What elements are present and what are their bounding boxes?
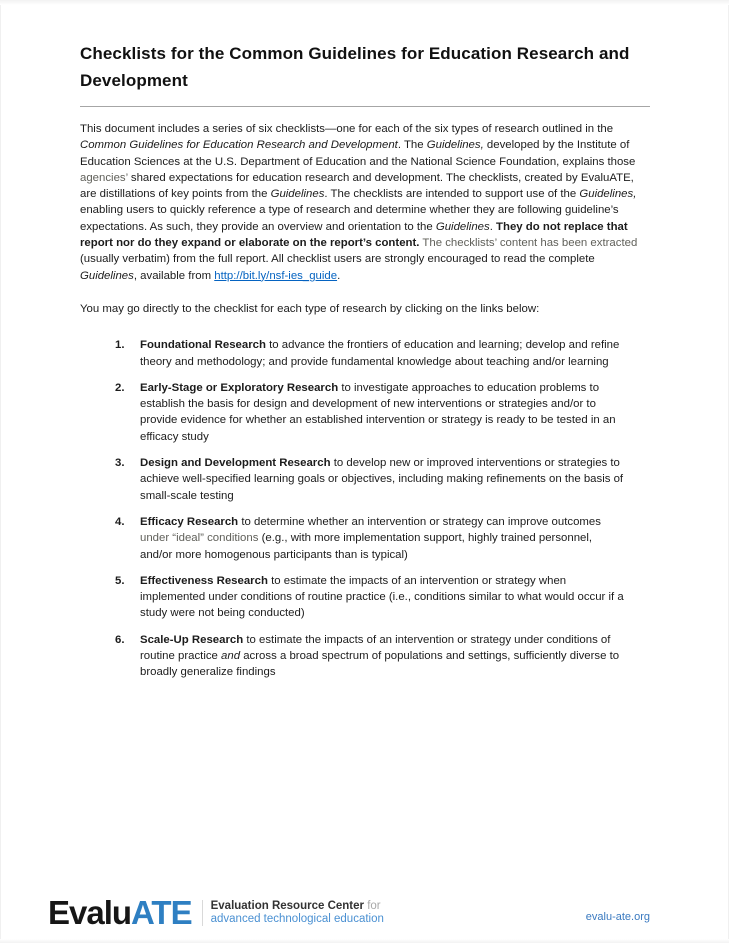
text-segment: Common Guidelines for Education Research and Development: [80, 139, 398, 152]
page-title: Checklists for the Common Guidelines for Education Research and Development: [80, 44, 630, 90]
list-number: 5.: [115, 574, 125, 587]
text-segment: to estimate the impacts of an intervention or strategy when implemented under conditions of routine practice (i.e., conditions similar to what would occur if a study were not being conducted): [140, 574, 624, 620]
text-segment: . The checklists are intended to support use of the: [324, 188, 580, 201]
tagline-line2: advanced technological education: [210, 913, 384, 925]
page-edge-bottom: [0, 939, 729, 943]
list-item-foundational-research[interactable]: [115, 337, 627, 370]
document-content: [80, 0, 650, 691]
text-segment: shared expectations for education research and development. The checklists, created by EvaluATE, are distillations of key points from the: [80, 171, 634, 201]
text-segment: Guidelines,: [426, 139, 484, 152]
list-item-efficacy-research[interactable]: [115, 514, 627, 563]
list-item-text: [140, 514, 627, 563]
intro-paragraph: [80, 121, 650, 284]
text-segment: They do not replace that report nor do they expand or elaborate on the report’s content.: [80, 220, 628, 250]
text-segment: to estimate the impacts of an intervention or strategy under conditions of routine practice: [140, 633, 611, 663]
text-segment: developed by the Institute of Education Sciences at the U.S. Department of Education and the National Science Foundation, explains those: [80, 139, 636, 168]
list-number: 4.: [115, 515, 125, 528]
title-divider: [80, 106, 650, 107]
list-number: 1.: [115, 339, 125, 352]
list-item-text: [140, 455, 627, 504]
text-segment: Guidelines,: [579, 188, 637, 201]
text-segment: agencies’: [80, 171, 128, 184]
logo-tagline: [202, 900, 384, 926]
list-number: 2.: [115, 381, 125, 394]
text-segment: Early-Stage or Exploratory Research: [140, 381, 339, 394]
text-segment: Scale-Up Research: [140, 633, 244, 646]
text-segment: Efficacy Research: [140, 515, 239, 528]
list-number: 3.: [115, 457, 125, 470]
list-item-scale-up-research[interactable]: [115, 632, 627, 681]
list-item-early-stage-research[interactable]: [115, 380, 627, 445]
text-segment: to determine whether an intervention or strategy can improve outcomes: [238, 515, 601, 528]
text-segment: enabling users to quickly reference a type of research and determine whether they are following guideline’s expectations. As such, they provide an overview and orientation to the: [80, 204, 619, 233]
footer-site-link[interactable]: evalu-ate.org: [585, 911, 650, 923]
text-segment: to advance the frontiers of education and learning; develop and refine theory and methodology; and provide fundamental knowledge about teaching and/or learning: [140, 339, 620, 368]
list-item-design-development-research[interactable]: [115, 455, 627, 504]
text-segment: across a broad spectrum of populations and settings, sufficiently diverse to broadly generalize findings: [140, 650, 620, 679]
text-segment: to investigate approaches to education problems to establish the basis for design and development of new interventions or strategies and/or to provide evidence for whether an established intervention or strategy is ready to be tested in an efficacy study: [140, 381, 616, 443]
list-item-text: [140, 337, 627, 370]
list-item-text: [140, 632, 627, 681]
list-item-text: [140, 380, 627, 445]
text-segment: .: [337, 269, 341, 282]
text-segment: . The: [397, 139, 427, 152]
text-segment: The checklists’ content has been extracted: [422, 237, 638, 250]
text-segment: to develop new or improved interventions or strategies to achieve well-specified learning goals or objectives, including making refinements on the basis of small-scale testing: [140, 457, 624, 502]
hyperlink[interactable]: http://bit.ly/nsf-ies_guide: [214, 269, 338, 282]
text-segment: Guidelines: [270, 188, 325, 201]
text-segment: and: [221, 650, 241, 663]
links-lead-in: You may go directly to the checklist for each type of research by clicking on the links below:: [80, 302, 540, 315]
text-segment: , available from: [133, 269, 215, 282]
research-type-list: [80, 337, 627, 680]
text-segment: Guidelines: [80, 269, 134, 282]
tagline-line1: [211, 900, 384, 913]
text-segment: .: [489, 220, 497, 233]
text-segment: Guidelines: [435, 220, 490, 233]
logo-text-accent: ATE: [131, 894, 192, 931]
text-segment: (usually verbatim) from the full report. All checklist users are strongly encouraged to read the complete: [80, 253, 595, 266]
list-number: 6.: [115, 633, 125, 646]
tagline-main: Evaluation Resource Center: [210, 900, 364, 912]
text-segment: Effectiveness Research: [140, 574, 268, 587]
logo-text-primary: Evalu: [48, 894, 132, 931]
text-segment: (e.g., with more implementation support, highly trained personnel, and/or more homogenous participants than is typical): [140, 532, 593, 561]
text-segment: This document includes a series of six checklists—one for each of the six types of research outlined in the: [80, 123, 614, 135]
text-segment: Design and Development Research: [140, 457, 331, 470]
footer: [48, 895, 384, 931]
list-item-effectiveness-research[interactable]: [115, 573, 627, 622]
text-segment: Foundational Research: [140, 339, 266, 352]
evaluate-logo: [48, 895, 192, 931]
text-segment: under “ideal” conditions: [140, 532, 259, 545]
tagline-for: for: [367, 900, 381, 912]
list-item-text: [140, 573, 627, 622]
